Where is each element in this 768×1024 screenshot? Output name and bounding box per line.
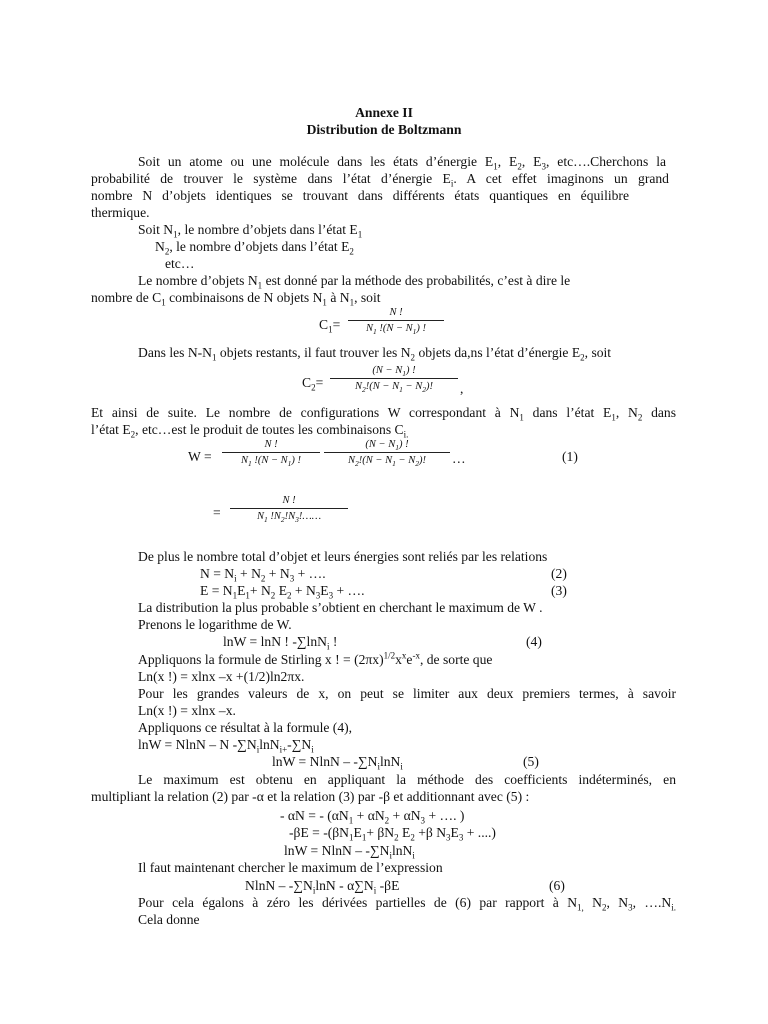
equation-number-2: (2) xyxy=(551,566,567,581)
equation-number-3: (3) xyxy=(551,583,567,598)
w-fraction-1: N ! $N_1$ $!(N - N_1)$ ! xyxy=(222,438,320,467)
ilfaut-line: Il faut maintenant chercher le maximum de l’expression xyxy=(138,860,443,875)
nombre-line-2: nombre de $C_1$ combinaisons de N objets $N_1$ à $N_1$, soit xyxy=(91,290,381,308)
intro-line-4: thermique. xyxy=(91,205,150,220)
etainsi-line-1: Et ainsi de suite. Le nombre de configurations W correspondant à $N_1$ dans l’état $E_1$, $N_2$ dans xyxy=(91,405,676,423)
intro-line-2: probabilité de trouver le système dans l’état d’énergie $E_i$. A cet effet imaginons un grand xyxy=(91,171,669,189)
nombre-line-1: Le nombre d’objets $N_1$ est donné par la méthode des probabilités, c’est à dire le xyxy=(138,273,571,291)
intro-line-3: nombre N d’objets identiques se trouvant dans différents états quantiques en équilibre xyxy=(91,188,629,203)
lnx-line-2: Ln(x !) = xlnx –x. xyxy=(138,703,236,718)
appliquons-line: Appliquons ce résultat à la formule (4), xyxy=(138,720,353,735)
equation-5: $\ln W = NlnN - -\sum N_i\ln N_i$ xyxy=(272,754,403,772)
dans-line: Dans les $N-N_1$ objets restants, il faut trouver les $N_2$ objets da,ns l’état d’énergie $E_2$, soit xyxy=(138,345,612,363)
w-lhs: W = xyxy=(188,449,212,464)
w-fraction-2: $(N - N_1)$ ! $N_2!(N - N_1 - N_2)$! xyxy=(324,438,450,467)
distrib-line: La distribution la plus probable s’obtient en cherchant le maximum de W . xyxy=(138,600,543,615)
intro-line-1: Soit un atome ou une molécule dans les états d’énergie $E_1$, $E_2$, $E_3$, etc….Cherchons la xyxy=(138,154,666,172)
equation-3: $E = N_1E_1+ N_2$ $E_2 + N_3E_3$ + …. xyxy=(200,583,365,601)
system-line-1: - αN = - ($\alpha N_1 + \alpha N_2 + \alpha N_3$ + …. ) xyxy=(280,808,465,826)
w2-lhs: = xyxy=(213,505,221,520)
system-line-3: $\ln W = NlnN - -\sum N_i\ln N_i$ xyxy=(284,843,415,861)
w-ellipsis: … xyxy=(452,451,466,466)
w2-fraction: N ! $N_1$ $!N_2!N_3!\dots\dots$ xyxy=(230,494,348,523)
lnx-line-1: Ln(x !) = xlnx –x +(1/2)ln2πx. xyxy=(138,669,305,684)
pourcela-line: Pour cela égalons à zéro les dérivées partielles de (6) par rapport à $N_{1,}$ $N_2$, $N_3$, $\dots.N_{i.}$ xyxy=(138,895,676,913)
equation-2: $N = N_i + N_2 + N_3$ + …. xyxy=(200,566,326,584)
equation-number-1: (1) xyxy=(562,449,578,464)
equation-number-4: (4) xyxy=(526,634,542,649)
equation-6: NlnN – $-\sum N_i\ln N - \alpha\sum N_i$ -βE xyxy=(245,878,400,896)
maximum-line-2: multipliant la relation (2) par -α et la relation (3) par -β et additionnant avec (5) : xyxy=(91,789,530,804)
page-title: Annexe II xyxy=(355,105,413,120)
page-subtitle: Distribution de Boltzmann xyxy=(306,122,462,137)
soit-line-1: Soit $N_1$, le nombre d’objets dans l’état $E_1$ xyxy=(138,222,363,240)
c2-fraction: $(N - N_1)$ ! $N_2!(N - N_1 - N_2)$! xyxy=(330,364,458,393)
equation-number-5: (5) xyxy=(523,754,539,769)
equation-4: lnW = lnN ! -∑lnN$_i$ ! xyxy=(223,634,338,652)
system-line-2: $-\beta E = -(\beta N_1E_1+ \beta N_2$ $E_2 +\beta$ $N_3E_3$ + ....) xyxy=(289,825,496,843)
soit-line-2: $N_2$, le nombre d’objets dans l’état $E_2$ xyxy=(155,239,354,257)
prenons-line: Prenons le logarithme de W. xyxy=(138,617,292,632)
lnw-line-1: lnW = NlnN – N $-\sum N_i\ln N_{i+}-\sum N_i$ xyxy=(138,737,314,755)
equation-number-6: (6) xyxy=(549,878,565,893)
stirling-line: Appliquons la formule de Stirling x ! = $(2\pi x)^{1/2}x^xe^{-x}$, de sorte que xyxy=(138,650,493,667)
etainsi-line-2: l’état $E_2$, etc…est le produit de toutes les combinaisons $C_{i.}$ xyxy=(91,422,409,440)
c2-comma: , xyxy=(460,381,464,396)
soit-line-3: etc… xyxy=(165,256,195,271)
deplus-line: De plus le nombre total d’objet et leurs énergies sont reliés par les relations xyxy=(138,549,548,564)
c2-lhs: $C_2=$ xyxy=(302,375,324,393)
celadonne-line: Cela donne xyxy=(138,912,200,927)
pour-line: Pour les grandes valeurs de x, on peut se limiter aux deux premiers termes, à savoir xyxy=(138,686,676,701)
maximum-line-1: Le maximum est obtenu en appliquant la méthode des coefficients indéterminés, en xyxy=(138,772,676,787)
c1-lhs: $C_1=$ xyxy=(319,317,341,335)
c1-fraction: N ! $N_1$ $!(N - N_1)$ ! xyxy=(348,306,444,335)
